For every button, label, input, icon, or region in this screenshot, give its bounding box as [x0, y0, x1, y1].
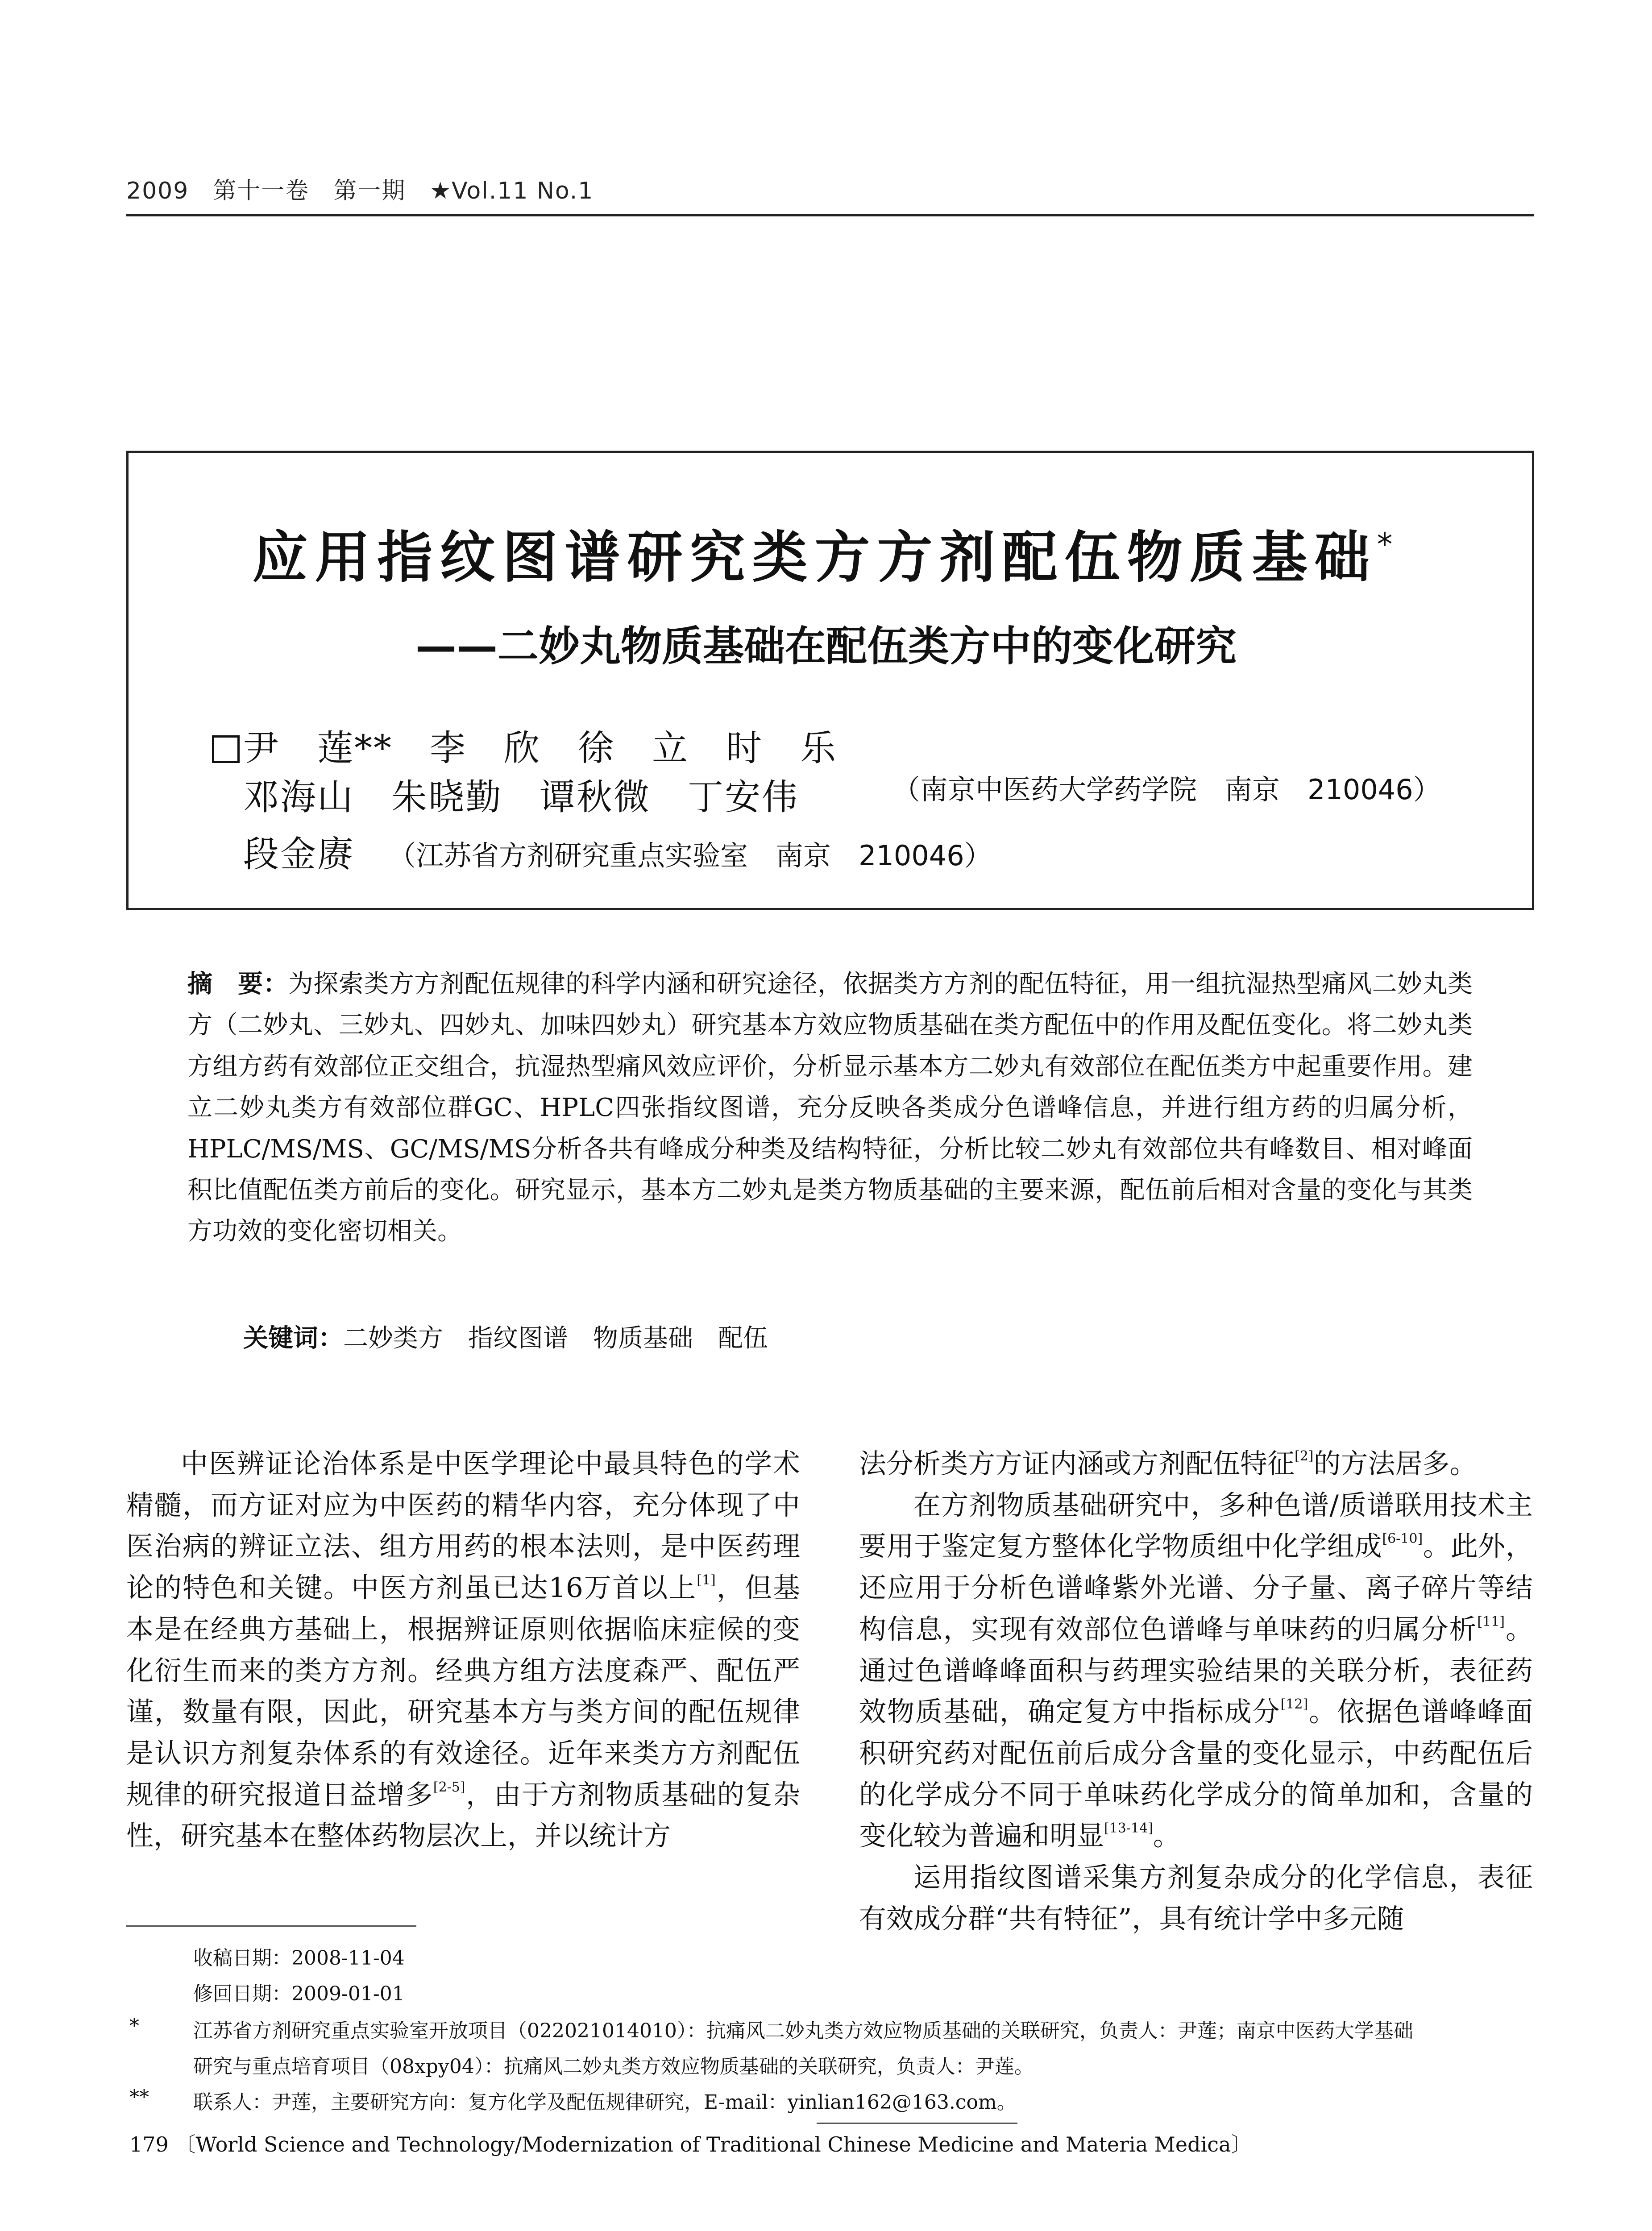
article-title: [0, 513, 1652, 593]
paragraph-text: 。通过色谱峰峰面积与药理实验结果的关联分析，表征药效物质基础，确定复方中指标成分: [859, 1613, 1533, 1728]
citation[interactable]: [1]: [697, 1572, 716, 1588]
page-footer: 179 〔World Science and Technology/Modernization of Traditional Chinese Medicine and Materia Medica〕: [129, 2132, 1252, 2156]
abstract-text: 为探索类方方剂配伍规律的科学内涵和研究途径，依据类方方剂的配伍特征，用一组抗湿热型痛风二妙丸类方（二妙丸、三妙丸、四妙丸、加味四妙丸）研究基本方效应物质基础在类方配伍中的作用及配伍变化。将二妙丸类方组方药有效部位正交组合，抗湿热型痛风效应评价，分析显示基本方二妙丸有效部位在配伍类方中起重要作用。建立二妙丸类方有效部位群GC、HPLC四张指纹图谱，充分反映各类成分色谱峰信息，并进行组方药的归属分析，HPLC/MS/MS、GC/MS/MS分析各共有峰成分种类及结构特征，分析比较二妙丸有效部位共有峰数目、相对峰面积比值配伍类方前后的变化。研究显示，基本方二妙丸是类方物质基础的主要来源，配伍前后相对含量的变化与其类方功效的变化密切相关。: [187, 970, 1473, 1246]
keywords-label: 关键词：: [243, 1324, 343, 1353]
running-header: 2009 第十一卷 第一期 ★Vol.11 No.1: [126, 178, 594, 204]
author-line-3: 段金赓: [243, 834, 354, 875]
paragraph-text: 。依据色谱峰峰面积研究药对配伍前后成分含量的变化显示，中药配伍后的化学成分不同于单味药化学成分的简单加和，含量的变化较为普遍和明显: [859, 1696, 1533, 1852]
footnote-contact: 联系人：尹莲，主要研究方向：复方化学及配伍规律研究，E-mail：yinlian162@163.com。: [193, 2091, 1017, 2114]
checkbox-square-icon: [212, 735, 240, 763]
citation[interactable]: [11]: [1477, 1613, 1505, 1630]
body-column-left: [126, 1443, 800, 1857]
paragraph-text: ，由于方剂物质基础的复杂性，研究基本在整体药物层次上，并以统计方: [126, 1779, 800, 1852]
keywords-text: 二妙类方 指纹图谱 物质基础 配伍: [343, 1324, 768, 1353]
header-rule: [126, 214, 1534, 216]
footnote-revised: 修回日期：2009-01-01: [193, 1982, 405, 2005]
footnote-mark: *: [129, 2015, 139, 2037]
citation[interactable]: [13-14]: [1104, 1820, 1153, 1837]
abstract: [187, 964, 1473, 1252]
citation[interactable]: [6-10]: [1382, 1531, 1423, 1547]
paragraph-text: ，但基本是在经典方基础上，根据辨证原则依据临床症候的变化衍生而来的类方方剂。经典方组方法度森严、配伍严谨，数量有限，因此，研究基本方与类方间的配伍规律是认识方剂复杂体系的有效途径。近年来类方方剂配伍规律的研究报道日益增多: [126, 1572, 800, 1811]
citation[interactable]: [12]: [1280, 1696, 1308, 1713]
paragraph-text: 中医辨证论治体系是中医学理论中最具特色的学术精髓，而方证对应为中医药的精华内容，充分体现了中医治病的辨证立法、组方用药的根本法则，是中医药理论的特色和关键。中医方剂虽已达16万首以上: [126, 1448, 800, 1604]
abstract-label: 摘 要：: [187, 970, 288, 999]
affiliation-2: （江苏省方剂研究重点实验室 南京 210046）: [388, 839, 992, 872]
paragraph-text: 。: [1153, 1820, 1180, 1852]
author-line-2: 邓海山 朱晓勤 谭秋微 丁安伟: [243, 776, 799, 818]
author-line-1: [212, 719, 837, 771]
footnote-funding-cont: 研究与重点培育项目（08xpy04）：抗痛风二妙丸类方效应物质基础的关联研究，负责人：尹莲。: [193, 2055, 1034, 2078]
citation[interactable]: [2]: [1295, 1448, 1314, 1464]
paragraph: 运用指纹图谱采集方剂复杂成分的化学信息，表征有效成分群“共有特征”，具有统计学中多元随: [859, 1862, 1533, 1935]
footnote-mark: **: [129, 2086, 149, 2109]
paragraph: [859, 1485, 1533, 1857]
paragraph-text: 的方法居多。: [1313, 1448, 1477, 1480]
paragraph-text: 法分析类方方证内涵或方剂配伍特征: [859, 1448, 1295, 1480]
body-column-right: [859, 1443, 1533, 1940]
title-footnote-mark: *: [1377, 526, 1400, 563]
title-text: 应用指纹图谱研究类方方剂配伍物质基础: [252, 526, 1377, 590]
keywords: [243, 1319, 768, 1354]
affiliation-1: （南京中医药大学药学院 南京 210046）: [892, 773, 1441, 806]
author-names-1: 尹 莲** 李 欣 徐 立 时 乐: [243, 727, 837, 769]
article-subtitle: ——二妙丸物质基础在配伍类方中的变化研究: [415, 622, 1237, 670]
footnote-funding: 江苏省方剂研究重点实验室开放项目（022021014010）：抗痛风二妙丸类方效应物质基础的关联研究，负责人：尹莲；南京中医药大学基础: [193, 2020, 1413, 2042]
citation[interactable]: [2-5]: [433, 1779, 465, 1795]
paragraph-text: 。此外，还应用于分析色谱峰紫外光谱、分子量、离子碎片等结构信息，实现有效部位色谱峰与单味药的归属分析: [859, 1530, 1533, 1645]
footnote-rule: [126, 1925, 416, 1927]
paragraph-continued: [859, 1443, 1533, 1485]
footnote-received: 收稿日期：2008-11-04: [193, 1947, 405, 1970]
paragraph-text: 在方剂物质基础研究中，多种色谱/质谱联用技术主要用于鉴定复方整体化学物质组中化学组成: [859, 1489, 1533, 1563]
paragraph: [126, 1443, 800, 1857]
footer-rule: [817, 2123, 1017, 2124]
